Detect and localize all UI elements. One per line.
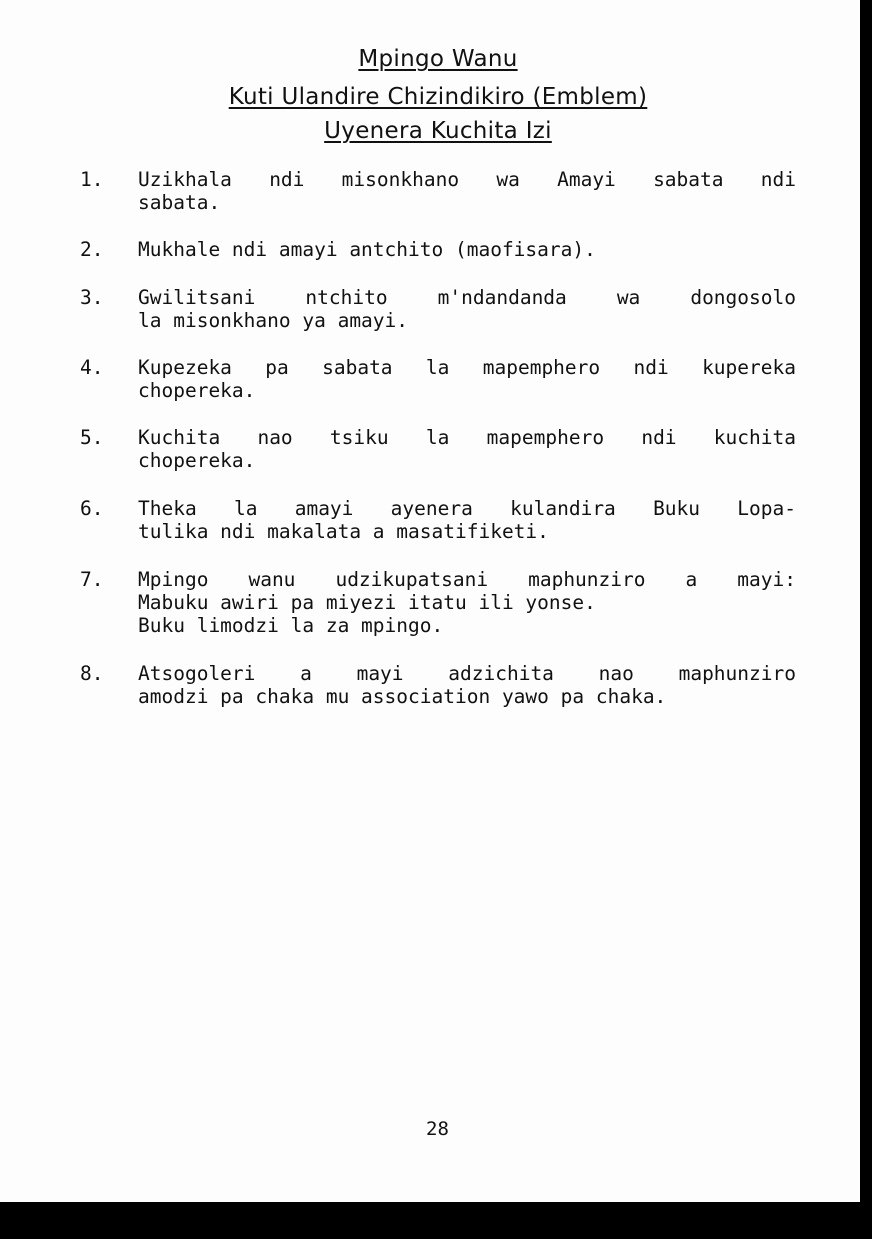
list-item-line: la misonkhano ya amayi. [138,309,409,332]
list-item-number: 6. [80,497,104,520]
page-number: 28 [426,1118,449,1140]
list-item-number: 7. [80,568,104,591]
list-item-line: chopereka. [138,379,256,402]
list-item-line: Theka la amayi ayenera kulandira Buku Lopa- [138,497,796,520]
list-item-number: 4. [80,356,104,379]
list-item-line: Mukhale ndi amayi antchito (maofisara). [138,238,596,261]
list-item-line: sabata. [138,191,221,214]
document-subtitle: Kuti Ulandire Chizindikiro (Emblem) [228,84,648,110]
list-item-number: 2. [80,238,104,261]
document-instruction-heading: Uyenera Kuchita Izi [324,118,552,144]
list-item-line: tulika ndi makalata a masatifiketi. [138,520,549,543]
list-item-number: 3. [80,286,104,309]
document-title: Mpingo Wanu [358,46,518,72]
list-item-line: Gwilitsani ntchito m'ndandanda wa dongosolo [138,286,796,309]
list-item-line: Mabuku awiri pa miyezi itatu ili yonse. [138,591,596,614]
list-item-line: Mpingo wanu udzikupatsani maphunziro a mayi: [138,568,796,591]
list-item-number: 8. [80,662,104,685]
list-item-line: Buku limodzi la za mpingo. [138,614,444,637]
scan-border-right [860,0,872,1239]
list-item-number: 1. [80,168,104,191]
list-item-number: 5. [80,426,104,449]
list-item-line: Uzikhala ndi misonkhano wa Amayi sabata ndi [138,168,796,191]
scan-border-bottom [0,1202,872,1239]
list-item-line: amodzi pa chaka mu association yawo pa chaka. [138,685,667,708]
list-item-line: Atsogoleri a mayi adzichita nao maphunziro [138,662,796,685]
list-item-line: Kupezeka pa sabata la mapemphero ndi kupereka [138,356,796,379]
list-item-line: Kuchita nao tsiku la mapemphero ndi kuchita [138,426,796,449]
list-item-line: chopereka. [138,449,256,472]
